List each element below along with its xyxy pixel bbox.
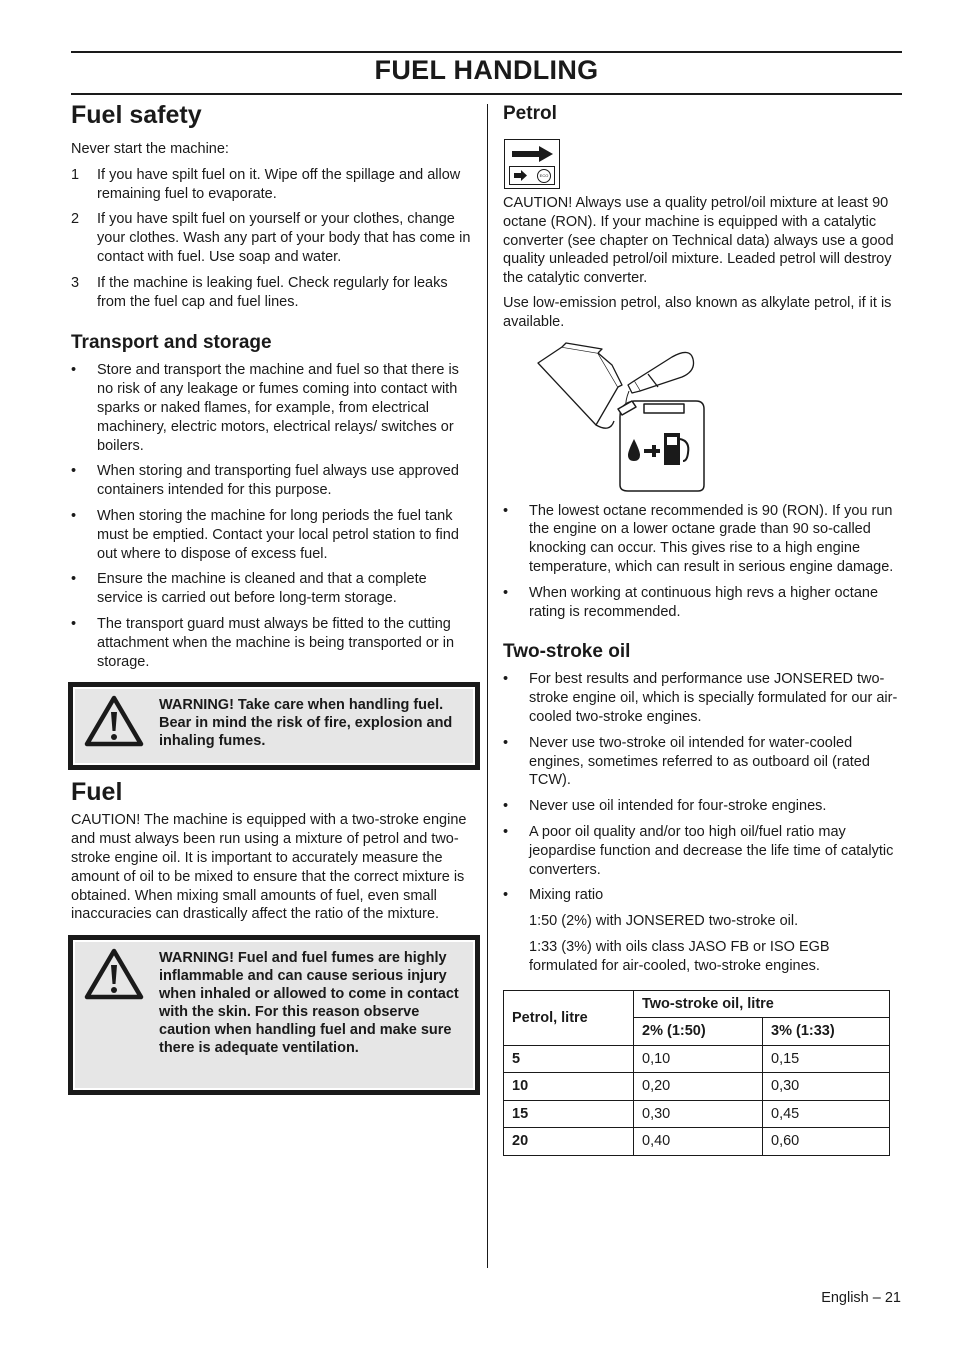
fuel-caution-text: CAUTION! The machine is equipped with a two-stroke engine and must always been run using a mixture of petrol and two-stroke engine oil. It is important to accurately measure the amount of oil to be mixed to ensure that the correct mixture is obtained. When mixing small amounts of fuel, even small inaccuracies can drastically affect the ratio of the mixture. [71,812,467,923]
list-item-text: Never use two-stroke oil intended for water-cooled engines, sometimes referred to as outboard oil (rated TCW). [529,734,870,789]
warning-box-fuel-handling [68,682,480,770]
fuel-mixing-illustration [536,341,716,493]
bullet: • [71,571,77,588]
cell-petrol: 20 [504,1128,634,1156]
list-item [71,615,473,671]
table-header-row [504,990,890,1018]
cell-2pct: 0,30 [634,1100,763,1128]
mixing-table [503,990,890,1156]
warning-box-fuel-fumes [68,935,480,1095]
bullet: • [71,463,77,480]
petrol-list [503,502,901,622]
bullet: • [503,823,509,840]
cell-3pct: 0,60 [763,1128,890,1156]
two-stroke-oil-heading: Two-stroke oil [503,641,631,663]
list-item [71,210,473,266]
fuel-heading: Fuel [71,778,123,807]
warning-triangle-icon [84,695,144,747]
list-item-text: If you have spilt fuel on it. Wipe off the spillage and allow remaining fuel to evaporate. [97,166,461,202]
mixing-ratio-jaso: 1:33 (3%) with oils class JASO FB or ISO EGB formulated for air-cooled, two-stroke engines. [529,938,830,974]
list-item [71,166,473,204]
table-row [504,1100,890,1128]
table-row [504,1045,890,1073]
list-item [71,570,473,608]
column-divider [487,104,488,1268]
table-row [504,1073,890,1101]
list-number: 3 [71,274,80,291]
transport-list [71,361,473,671]
fuel-label-strip [509,166,555,185]
list-item-text: The transport guard must always be fitted to the cutting attachment when the machine is being transported or in storage. [97,615,455,670]
left-column [71,100,473,1095]
page-footer: English – 21 [821,1290,901,1306]
list-item-text: Ensure the machine is cleaned and that a complete service is carried out before long-term storage. [97,571,427,607]
bullet: • [503,798,509,815]
header-bottom-rule [71,93,902,95]
list-item [503,670,901,726]
header-top-rule [71,51,902,53]
mixing-ratio-jonsered: 1:50 (2%) with JONSERED two-stroke oil. [529,913,799,930]
bullet: • [503,502,509,519]
fuel-symbol-box [504,139,560,189]
eco-badge: ECO [537,169,551,183]
list-item [71,274,473,312]
cell-petrol: 15 [504,1100,634,1128]
cell-2pct: 0,10 [634,1045,763,1073]
warning-triangle-icon [84,948,144,1000]
table-row [504,1128,890,1156]
list-item-text: When storing and transporting fuel always use approved containers intended for this purpose. [97,463,459,499]
list-item-text: A poor oil quality and/or too high oil/fuel ratio may jeopardise function and decrease the life time of catalytic converters. [529,823,894,878]
cell-petrol: 5 [504,1045,634,1073]
list-item [503,734,901,790]
list-item-text: Never use oil intended for four-stroke engines. [529,798,827,815]
header-two-stroke-oil: Two-stroke oil, litre [634,990,890,1018]
cell-petrol: 10 [504,1073,634,1101]
list-item [71,462,473,500]
list-item-text: When storing the machine for long periods the fuel tank must be emptied. Contact your local petrol station to find out where to dispose of excess fuel. [97,507,459,562]
cell-3pct: 0,30 [763,1073,890,1101]
arrow-fill-icon [512,168,530,183]
warning-text: WARNING! Fuel and fuel fumes are highly inflammable and can cause serious injury when inhaled or allowed to come in contact with the skin. For this reason observe caution when handling fuel and make sure there is adequate ventilation. [159,950,459,1057]
cell-3pct: 0,15 [763,1045,890,1073]
list-item [71,507,473,563]
list-item-text: When working at continuous high revs a higher octane rating is recommended. [529,584,879,620]
petrol-caution-text: CAUTION! Always use a quality petrol/oil mixture at least 90 octane (RON). If your machine is equipped with a catalytic converter (see chapter on Technical data) always use a good quality unleaded petrol/oil mixture. Leaded petrol will destroy the catalytic converter. [503,195,894,287]
list-item [503,823,901,879]
header-2pct: 2% (1:50) [634,1018,763,1046]
list-item [503,797,901,816]
list-item [71,361,473,455]
fuel-safety-intro: Never start the machine: [71,141,229,157]
cell-3pct: 0,45 [763,1100,890,1128]
bullet: • [503,734,509,751]
header-petrol: Petrol, litre [504,990,634,1045]
cell-2pct: 0,40 [634,1128,763,1156]
bullet: • [503,671,509,688]
bullet: • [71,362,77,379]
list-item-text: Store and transport the machine and fuel so that there is no risk of any leakage or fumes coming into contact with sparks or naked flames, for example, from electrical machinery, electric motors, electrical relays/ switches or boilers. [97,362,459,454]
list-item [503,502,901,577]
list-item-text: The lowest octane recommended is 90 (RON). If you run the engine on a lower octane grade than 90 so-called knocking can occur. This gives rise to a high engine temperature, which can result in serious engine damage. [529,502,894,575]
bullet: • [71,507,77,524]
measuring-jug-icon [538,343,622,428]
petrol-heading: Petrol [503,103,557,124]
bullet: • [71,615,77,632]
list-number: 1 [71,166,80,183]
warning-text: WARNING! Take care when handling fuel. Bear in mind the risk of fire, explosion and inhaling fumes. [159,697,453,750]
fuel-safety-heading: Fuel safety [71,101,202,129]
petrol-alkylate-text: Use low-emission petrol, also known as alkylate petrol, if it is available. [503,294,892,330]
list-item [503,584,901,622]
page-title: FUEL HANDLING [374,55,599,85]
header-3pct: 3% (1:33) [763,1018,890,1046]
bullet: • [503,887,509,904]
two-stroke-list [503,670,901,905]
bullet: • [503,584,509,601]
list-item-text: If the machine is leaking fuel. Check regularly for leaks from the fuel cap and fuel lines. [97,274,448,310]
arrow-right-icon [506,142,558,166]
list-item-text: Mixing ratio [529,887,604,904]
list-number: 2 [71,211,80,228]
list-item-text: For best results and performance use JONSERED two-stroke engine oil, which is specially formulated for our air-cooled two-stroke engines. [529,671,898,725]
list-item [503,886,901,905]
right-column [503,101,901,1156]
list-item-text: If you have spilt fuel on yourself or your clothes, change your clothes. Wash any part of your body that has come in contact with fuel. Use soap and water. [97,211,471,265]
fuel-safety-list [71,166,473,312]
cell-2pct: 0,20 [634,1073,763,1101]
transport-storage-heading: Transport and storage [71,332,272,354]
oil-bottle-icon [628,352,694,393]
